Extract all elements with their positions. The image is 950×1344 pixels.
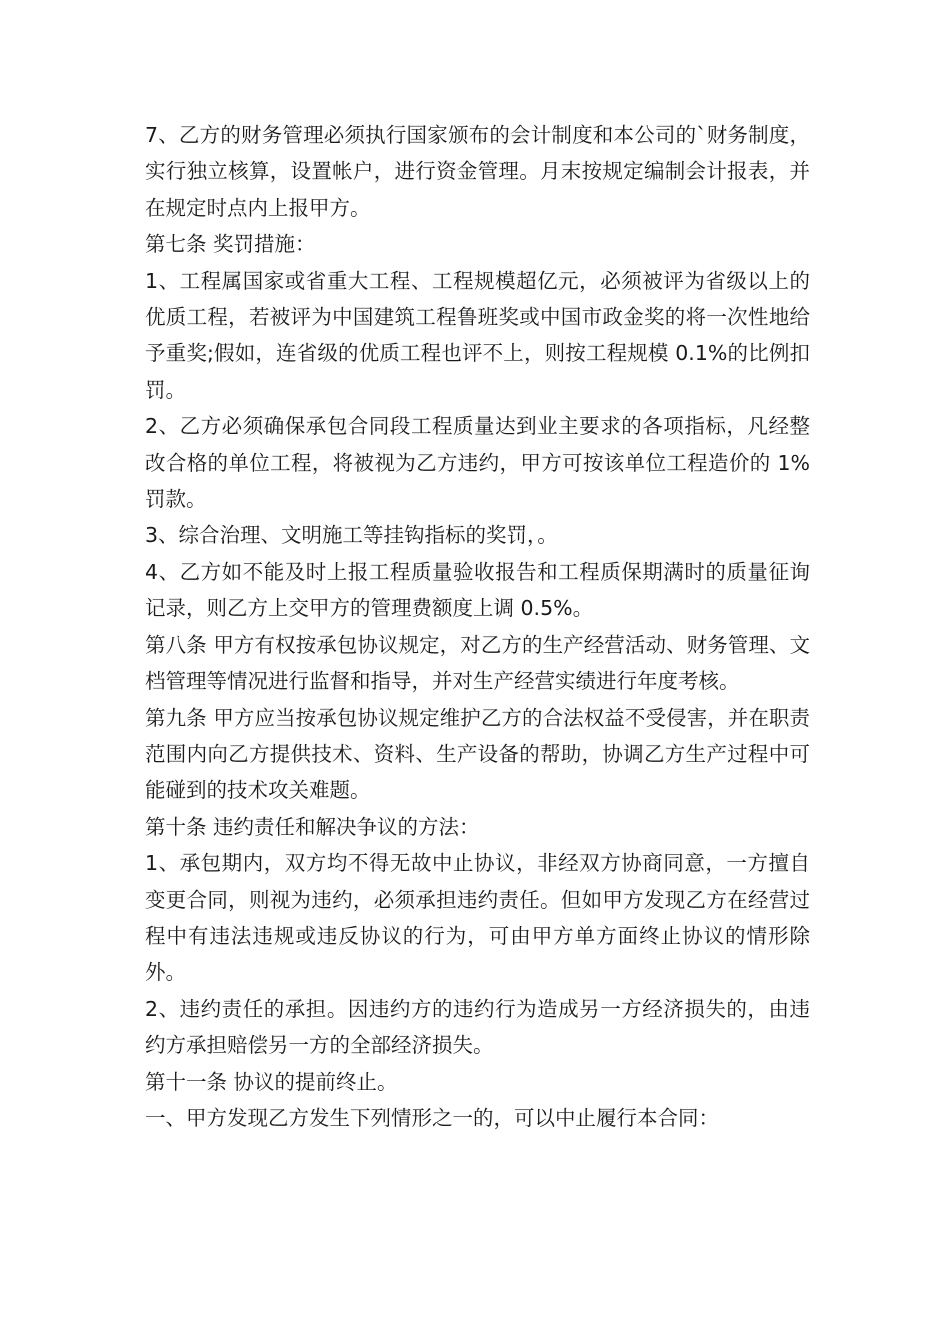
article-7-heading: 第七条 奖罚措施： <box>145 232 316 257</box>
document-body <box>145 117 810 1136</box>
article-9: 第九条 甲方应当按承包协议规定维护乙方的合法权益不受侵害，并在职责范围内向乙方提供技术、资料、生产设备的帮助，协调乙方生产过程中可能碰到的技术攻关难题。 <box>145 705 810 803</box>
article-8: 第八条 甲方有权按承包协议规定，对乙方的生产经营活动、财务管理、文档管理等情况进行监督和指导，并对生产经营实绩进行年度考核。 <box>145 632 810 694</box>
reward-item-1: 1、工程属国家或省重大工程、工程规模超亿元，必须被评为省级以上的优质工程，若被评为中国建筑工程鲁班奖或中国市政金奖的将一次性地给予重奖;假如，连省级的优质工程也评不上，则按工程规模 0.1%的比例扣罚。 <box>145 268 810 402</box>
reward-item-3: 3、综合治理、文明施工等挂钩指标的奖罚，。 <box>145 523 558 548</box>
clause-7-financial-management: 7、乙方的财务管理必须执行国家颁布的会计制度和本公司的`财务制度，实行独立核算，设置帐户，进行资金管理。月末按规定编制会计报表，并在规定时点内上报甲方。 <box>145 123 810 220</box>
article-11-heading: 第十一条 协议的提前终止。 <box>145 1069 398 1094</box>
reward-item-4: 4、乙方如不能及时上报工程质量验收报告和工程质保期满时的质量征询记录，则乙方上交甲方的管理费额度上调 0.5%。 <box>145 559 810 621</box>
liability-item-1: 1、承包期内，双方均不得无故中止协议，非经双方协商同意，一方擅自变更合同，则视为违约，必须承担违约责任。但如甲方发现乙方在经营过程中有违法违规或违反协议的行为，可由甲方单方面终止协议的情形除外。 <box>145 851 810 985</box>
reward-item-2: 2、乙方必须确保承包合同段工程质量达到业主要求的各项指标，凡经整改合格的单位工程，将被视为乙方违约，甲方可按该单位工程造价的 1%罚款。 <box>145 414 810 512</box>
liability-item-2: 2、违约责任的承担。因违约方的违约行为造成另一方经济损失的，由违约方承担赔偿另一方的全部经济损失。 <box>145 996 810 1058</box>
article-10-heading: 第十条 违约责任和解决争议的方法： <box>145 814 480 839</box>
termination-item-1: 一、甲方发现乙方发生下列情形之一的，可以中止履行本合同： <box>145 1105 719 1130</box>
